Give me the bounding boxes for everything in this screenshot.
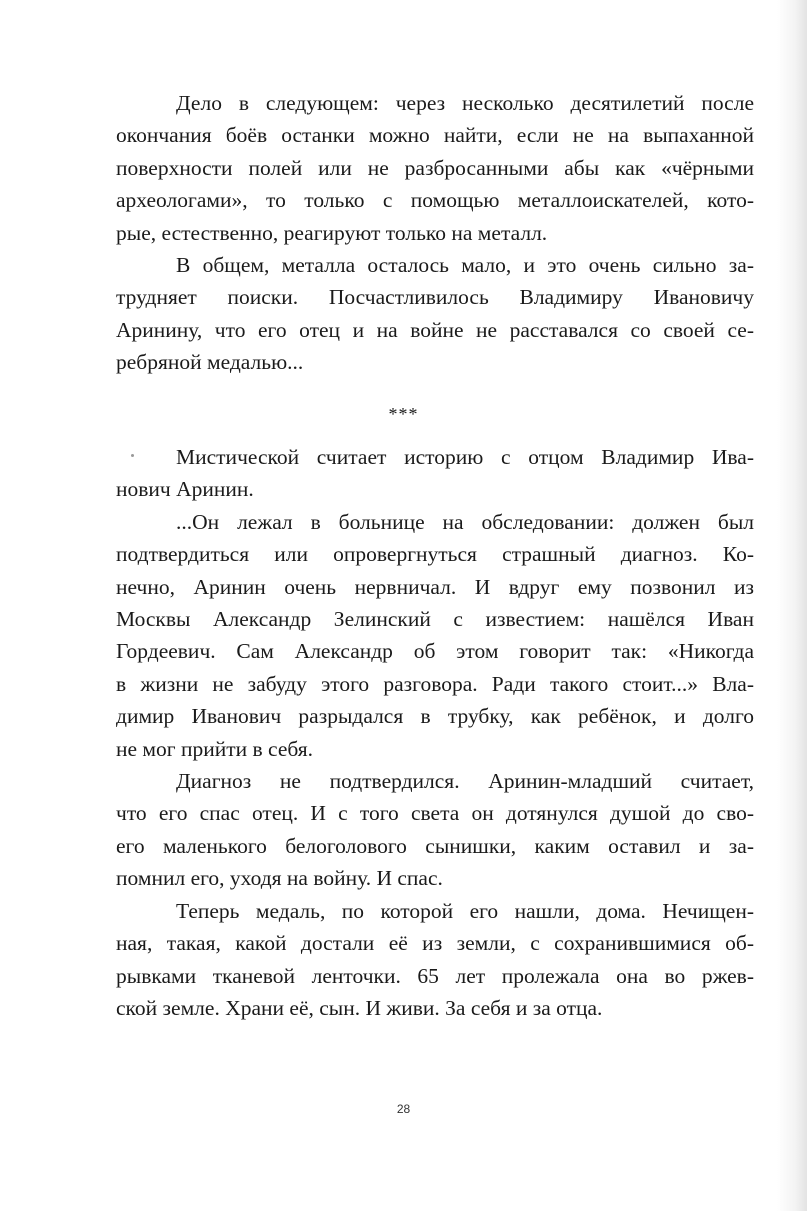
text-line: помнил его, уходя на войну. И спас. [116,866,443,891]
text-line: ребряной медалью... [116,350,304,375]
text-line: нечно, Аринин очень нервничал. И вдруг ему позвонил из [116,574,754,599]
text-line: его маленького белоголового сынишки, каким оставил и за- [116,833,754,858]
text-line: рывками тканевой ленточки. 65 лет пролежала она во ржев- [116,963,754,988]
text-line: археологами», то только с помощью металлоискателей, кото- [116,188,754,213]
text-line: нович Аринин. [116,477,254,502]
text-block-top [116,87,754,379]
text-line: Москвы Александр Зелинский с известием: нашёлся Иван [116,607,754,632]
section-separator: *** [388,404,419,424]
text-line: трудняет поиски. Посчастливилось Владимиру Ивановичу [116,285,754,310]
text-line: Аринину, что его отец и на войне не расставался со своей се- [116,317,754,342]
text-line: ...Он лежал в больнице на обследовании: должен был [176,509,754,534]
text-line: Дело в следующем: через несколько десятилетий после [176,91,754,115]
text-line: поверхности полей или не разбросанными абы как «чёрными [116,155,754,180]
text-line: окончания боёв останки можно найти, если не на выпаханной [116,123,754,148]
page-edge-shadow [777,0,807,1211]
text-line: Диагноз не подтвердился. Аринин-младший считает, [176,769,754,794]
text-line: ской земле. Храни её, сын. И живи. За себя и за отца. [116,995,603,1020]
text-line: подтвердиться или опровергнуться страшный диагноз. Ко- [116,542,754,567]
text-block-bottom [116,441,754,1024]
text-line: димир Иванович разрыдался в трубку, как ребёнок, и долго [116,704,754,729]
text-line: не мог прийти в себя. [116,736,314,761]
page-number: 28 [396,1102,411,1116]
text-line: что его спас отец. И с того света он дотянулся душой до сво- [116,801,754,826]
text-line: рые, естественно, реагируют только на металл. [116,220,548,245]
text-line: Мистической считает историю с отцом Владимир Ива- [176,445,754,469]
text-line: ная, такая, какой достали её из земли, с сохранившимися об- [116,931,754,956]
text-line: В общем, металла осталось мало, и это очень сильно за- [176,253,754,278]
text-line: Теперь медаль, по которой его нашли, дома. Нечищен- [176,898,754,923]
text-line: в жизни не забуду этого разговора. Ради такого стоит...» Вла- [116,671,754,696]
text-line: Гордеевич. Сам Александр об этом говорит так: «Никогда [116,639,754,664]
